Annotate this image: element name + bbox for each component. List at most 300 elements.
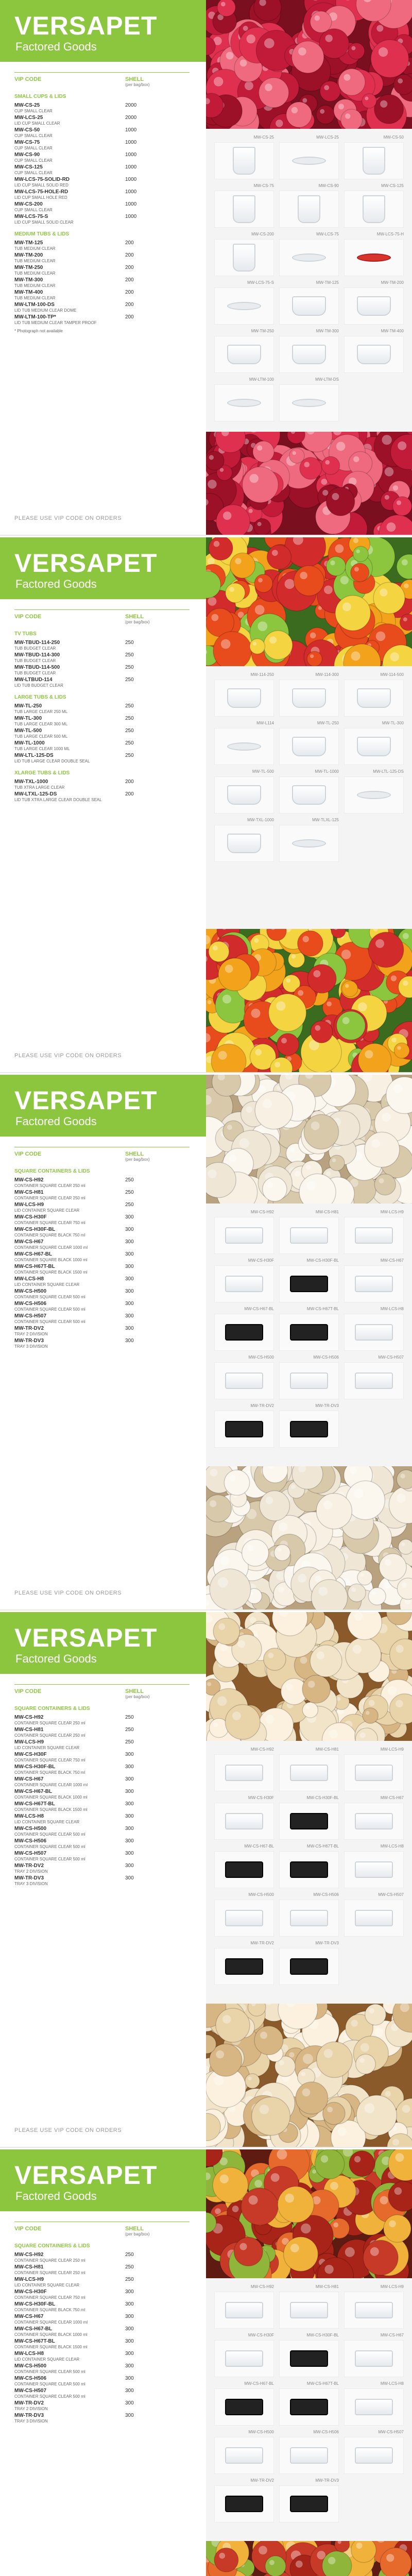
product-code: MW-TL-250: [14, 703, 42, 709]
product-tile-label: MW-LCS-H9: [380, 2284, 404, 2289]
product-description: TUB MEDIUM CLEAR: [14, 283, 56, 288]
product-photo: [279, 1948, 339, 1985]
container-icon: [355, 1227, 393, 1244]
product-photo: [214, 1948, 274, 1985]
product-grid: [214, 672, 404, 862]
list-item: [14, 2277, 190, 2289]
product-code: MW-LTBUD-114: [14, 677, 53, 683]
list-item: [14, 2264, 190, 2277]
product-tile: [344, 672, 404, 717]
container-icon: [355, 1324, 393, 1341]
brand-name-a: VERSA: [14, 1086, 106, 1115]
list-item: [14, 1264, 190, 1276]
pack-quantity: 200: [125, 314, 134, 320]
list-item: [14, 177, 190, 189]
product-tile-label: MW-CS-H30F: [248, 1258, 274, 1263]
list-item: [14, 314, 190, 327]
product-description: CONTAINER SQUARE CLEAR 250 ml: [14, 2270, 85, 2275]
list-item: [14, 2363, 190, 2376]
product-tile-label: MW-TR-DV2: [250, 2478, 274, 2483]
product-description: CONTAINER SQUARE CLEAR 500 ml: [14, 1319, 85, 1324]
product-code: MW-LCS-H8: [14, 2351, 44, 2357]
product-tile: [279, 818, 339, 862]
product-tile-label: MW-114-250: [250, 672, 274, 677]
list-item: [14, 1739, 190, 1752]
product-code: MW-CS-H500: [14, 2363, 47, 2369]
product-photo: [279, 680, 339, 717]
product-tile: [344, 1210, 404, 1254]
product-tile: [279, 2381, 339, 2426]
product-description: TUB MEDIUM CLEAR: [14, 259, 56, 263]
product-tile-label: MW-LCS-H9: [380, 1210, 404, 1214]
product-code: MW-CS-H81: [14, 2264, 44, 2270]
product-tile-label: MW-CS-H67: [380, 1795, 404, 1800]
product-tile-label: [344, 1941, 404, 1946]
pack-quantity: 200: [125, 779, 134, 785]
product-code: MW-CS-H507: [14, 1851, 47, 1856]
product-photo: [279, 1411, 339, 1448]
raspberries-photo: [206, 432, 412, 536]
list-item: [14, 728, 190, 740]
product-description: CONTAINER SQUARE BLACK 1500 ml: [14, 1807, 88, 1812]
column-header-pack: [125, 1151, 150, 1162]
product-photo: [344, 680, 404, 717]
product-code: MW-CS-H92: [14, 2252, 44, 2258]
product-description: CONTAINER SQUARE CLEAR 500 ml: [14, 1295, 85, 1299]
product-tile-label: MW-CS-H67-BL: [244, 1844, 274, 1849]
product-photo: [344, 384, 404, 420]
product-description: CUP SMALL CLEAR: [14, 109, 53, 113]
product-description: CONTAINER SQUARE BLACK 750 ml: [14, 1770, 85, 1775]
product-photo: [279, 336, 339, 373]
product-photo: [214, 728, 274, 765]
brand-header: [0, 1075, 206, 1137]
product-code: MW-TL-1000: [14, 740, 45, 746]
container-icon: [225, 2447, 263, 2464]
product-photo: [214, 1362, 274, 1399]
pack-quantity: 1000: [125, 164, 137, 170]
container-icon: [225, 1958, 263, 1975]
product-tile: [214, 1892, 274, 1937]
list-item: [14, 1789, 190, 1801]
product-tile-label: MW-CS-H81: [315, 2284, 339, 2289]
container-icon: [355, 1765, 393, 1781]
list-item: [14, 2351, 190, 2363]
container-icon: [225, 2496, 263, 2512]
pack-quantity: 300: [125, 1838, 134, 1844]
product-photo: [344, 1754, 404, 1791]
pack-quantity: 300: [125, 1326, 134, 1331]
list-item: [14, 1838, 190, 1851]
product-tile-label: MW-CS-H67: [380, 1258, 404, 1263]
column-header-code: VIP CODE: [14, 614, 42, 620]
container-icon: [290, 1227, 328, 1244]
column-header-pack: [125, 614, 150, 624]
pack-quantity: 300: [125, 1826, 134, 1832]
list-item: [14, 277, 190, 290]
list-item: [14, 164, 190, 177]
product-description: CONTAINER SQUARE CLEAR 500 ml: [14, 1307, 85, 1312]
group-title: LARGE TUBS & LIDS: [14, 694, 66, 700]
list-item: [14, 2252, 190, 2264]
product-tile-label: MW-TM-400: [381, 329, 404, 333]
product-gallery: [206, 0, 412, 536]
hero-image: [206, 537, 412, 666]
pack-quantity: 250: [125, 1727, 134, 1733]
container-icon: [225, 1813, 263, 1829]
product-description: CONTAINER SQUARE CLEAR 1000 ml: [14, 1245, 88, 1250]
hero-image-bottom: [206, 432, 412, 536]
pack-quantity: 300: [125, 1301, 134, 1307]
order-instruction: PLEASE USE VIP CODE ON ORDERS: [14, 2127, 122, 2133]
pack-quantity: 1000: [125, 214, 137, 219]
product-code: MW-TR-DV3: [14, 1338, 44, 1344]
product-code: MW-CS-H500: [14, 1826, 47, 1832]
brand-header: [0, 537, 206, 599]
list-item: [14, 1338, 190, 1350]
product-photo: [214, 1411, 274, 1448]
product-code: MW-CS-90: [14, 152, 40, 158]
product-code: MW-CS-200: [14, 201, 43, 207]
column-header-pack-unit: (per bag/box): [125, 620, 150, 624]
product-photo: [279, 1803, 339, 1840]
column-header-pack-label: SHELL: [125, 614, 144, 620]
product-tile-label: MW-CS-200: [251, 232, 274, 236]
hero-image: [206, 2149, 412, 2278]
product-description: CONTAINER SQUARE CLEAR 500 ml: [14, 1844, 85, 1849]
container-icon: [227, 834, 261, 853]
product-photo: [214, 2485, 274, 2522]
pack-quantity: 300: [125, 1801, 134, 1807]
hero-image-bottom: [206, 2004, 412, 2148]
column-header-pack: [125, 76, 150, 87]
product-description: CONTAINER SQUARE BLACK 750 ml: [14, 1233, 85, 1238]
product-photo: [214, 384, 274, 421]
column-header-pack-label: SHELL: [125, 1151, 144, 1157]
container-icon: [290, 2496, 328, 2512]
product-description: LID TUB XTRA LARGE CLEAR DOUBLE SEAL: [14, 798, 102, 802]
product-tile: [344, 377, 404, 421]
product-code: MW-LCS-75-SOLID-RD: [14, 177, 70, 182]
product-code: MW-CS-H30F: [14, 1214, 47, 1220]
group-title: SQUARE CONTAINERS & LIDS: [14, 2243, 90, 2249]
product-tile-label: [344, 2478, 404, 2484]
container-icon: [292, 785, 326, 805]
product-tile: [344, 769, 404, 814]
product-description: TUB BUDGET CLEAR: [14, 646, 56, 651]
product-gallery: [206, 1612, 412, 2148]
container-icon: [290, 1372, 328, 1389]
product-description: TUB BUDGET CLEAR: [14, 671, 56, 675]
product-code: MW-TM-400: [14, 290, 43, 295]
product-tile: [214, 818, 274, 862]
product-description: CONTAINER SQUARE BLACK 750 ml: [14, 2308, 85, 2312]
product-code: MW-CS-H30F-BL: [14, 1227, 56, 1232]
product-description: LID CUP SMALL HOLE RED: [14, 195, 67, 200]
product-photo: [279, 239, 339, 276]
list-item: [14, 640, 190, 652]
product-tile-label: [344, 377, 404, 383]
product-tile-label: MW-CS-H67T-BL: [306, 2381, 339, 2386]
pack-quantity: 1000: [125, 189, 137, 195]
product-code: MW-LCS-H9: [14, 1202, 44, 1208]
product-tile-label: MW-TR-DV2: [250, 1941, 274, 1945]
container-icon: [290, 1276, 328, 1292]
container-icon: [292, 345, 326, 364]
brand-header: [0, 2149, 206, 2211]
product-tile-label: MW-L114: [256, 721, 274, 725]
container-icon: [292, 296, 326, 316]
group-title: SMALL CUPS & LIDS: [14, 94, 66, 99]
product-tile: [279, 1747, 339, 1791]
product-description: CONTAINER SQUARE BLACK 1000 ml: [14, 2332, 88, 2337]
container-icon: [290, 1324, 328, 1341]
product-description: LID CUP SMALL SOLID RED: [14, 183, 68, 188]
product-tile: [214, 769, 274, 814]
list-item: [14, 189, 190, 201]
pack-quantity: 300: [125, 1814, 134, 1819]
product-tile-label: MW-CS-H30F-BL: [306, 1795, 339, 1800]
list-item: [14, 2413, 190, 2425]
pack-quantity: 250: [125, 753, 134, 758]
product-photo: [214, 2340, 274, 2377]
product-tile-label: MW-CS-H30F-BL: [306, 2333, 339, 2337]
list-item: [14, 1875, 190, 1888]
product-photo: [214, 1803, 274, 1840]
product-code: MW-TXL-1000: [14, 779, 48, 785]
column-headers: [14, 614, 190, 624]
container-icon: [225, 2399, 263, 2415]
product-photo: [279, 2292, 339, 2329]
product-description: TRAY 2 DIVISION: [14, 2406, 48, 2411]
product-photo: [344, 1217, 404, 1254]
footnote: * Photograph not available: [14, 329, 63, 333]
pack-quantity: 300: [125, 1264, 134, 1269]
pack-quantity: 250: [125, 2264, 134, 2270]
product-tile: [214, 1403, 274, 1448]
brand-name-a: VERSA: [14, 2161, 106, 2190]
product-photo: [279, 1265, 339, 1302]
product-description: LID CONTAINER SQUARE CLEAR: [14, 2283, 80, 2287]
container-icon: [357, 345, 391, 364]
column-header-pack-unit: (per bag/box): [125, 1694, 150, 1699]
product-description: LID TUB MEDIUM CLEAR TAMPER PROOF: [14, 320, 97, 325]
price-list-panel: [0, 537, 206, 1073]
product-tile: [279, 2333, 339, 2377]
brand-name-b: PET: [106, 1086, 158, 1115]
product-code: MW-CS-H81: [14, 1727, 44, 1733]
container-icon: [355, 1276, 393, 1292]
product-tile: [214, 1355, 274, 1399]
product-photo: [279, 1754, 339, 1791]
product-tile-label: MW-LCS-75: [316, 232, 339, 236]
product-photo: [279, 1217, 339, 1254]
fruit-photo: [206, 537, 412, 666]
lid-icon: [357, 253, 391, 262]
product-tile: [214, 672, 274, 717]
product-tile: [214, 1795, 274, 1840]
column-header-pack: [125, 1688, 150, 1699]
container-icon: [290, 2350, 328, 2367]
catalog-page: [0, 537, 412, 1073]
list-item: [14, 240, 190, 252]
product-photo: [279, 1314, 339, 1351]
list-item: [14, 1190, 190, 1202]
column-header-code: VIP CODE: [14, 1151, 42, 1157]
product-photo: [344, 287, 404, 325]
product-code: MW-CS-H67T-BL: [14, 1264, 55, 1269]
product-photo: [344, 336, 404, 373]
product-tile: [214, 1941, 274, 1985]
list-item: [14, 290, 190, 302]
product-code: MW-CS-H67-BL: [14, 2326, 53, 2332]
pack-quantity: 200: [125, 302, 134, 308]
list-item: [14, 2376, 190, 2388]
list-item: [14, 1851, 190, 1863]
container-icon: [290, 1813, 328, 1829]
pack-quantity: 300: [125, 1276, 134, 1282]
product-code: MW-TM-200: [14, 252, 43, 258]
product-code: MW-LTM-100-DS: [14, 302, 55, 308]
product-photo: [279, 776, 339, 814]
product-code: MW-TBUD-114-300: [14, 652, 60, 658]
product-description: LID CUP SMALL SOLID CLEAR: [14, 220, 74, 225]
product-description: CONTAINER SQUARE CLEAR 250 ml: [14, 1721, 85, 1725]
pack-quantity: 200: [125, 277, 134, 283]
product-photo: [344, 2437, 404, 2474]
product-tile-label: MW-CS-125: [381, 183, 404, 188]
product-code: MW-LCS-25: [14, 115, 43, 121]
pack-quantity: 300: [125, 2413, 134, 2418]
product-description: TRAY 3 DIVISION: [14, 1882, 48, 1886]
list-item: [14, 665, 190, 677]
product-tile: [279, 280, 339, 325]
product-photo: [214, 239, 274, 276]
product-tile: [344, 1892, 404, 1937]
list-item: [14, 1715, 190, 1727]
product-tile-label: MW-CS-H30F: [248, 1795, 274, 1800]
list-item: [14, 753, 190, 765]
product-tile: [279, 1892, 339, 1937]
product-code: MW-CS-25: [14, 103, 40, 108]
pack-quantity: 300: [125, 1764, 134, 1770]
product-tile: [344, 2478, 404, 2522]
product-description: CONTAINER SQUARE CLEAR 750 ml: [14, 1758, 85, 1762]
product-photo: [279, 1362, 339, 1399]
product-tile: [214, 1747, 274, 1791]
product-code: MW-TR-DV3: [14, 1875, 44, 1881]
list-item: [14, 652, 190, 665]
product-tile: [344, 818, 404, 862]
product-tile: [214, 1210, 274, 1254]
product-photo: [214, 1217, 274, 1254]
brand-tagline: Factored Goods: [15, 1652, 97, 1665]
product-tile-label: MW-CS-H507: [378, 1892, 404, 1897]
list-item: [14, 2388, 190, 2400]
product-code: MW-LCS-H9: [14, 1739, 44, 1745]
product-tile-label: MW-LCS-H8: [380, 1844, 404, 1849]
product-code: MW-CS-H30F: [14, 1752, 47, 1757]
pack-quantity: 1000: [125, 201, 137, 207]
product-tile: [214, 135, 274, 179]
product-description: LID TUB MEDIUM CLEAR DOME: [14, 308, 77, 313]
product-photo: [344, 191, 404, 228]
product-tile: [344, 329, 404, 373]
product-tile-label: MW-CS-H506: [313, 1355, 339, 1360]
product-description: LID TUB LARGE CLEAR DOUBLE SEAL: [14, 759, 90, 764]
container-icon: [298, 195, 320, 223]
catalog-page: [0, 0, 412, 536]
product-grid: [214, 1210, 404, 1448]
product-code: MW-CS-H506: [14, 1838, 47, 1844]
container-icon: [355, 2302, 393, 2318]
product-code: MW-TL-300: [14, 716, 42, 721]
product-photo: [214, 142, 274, 179]
product-tile-label: MW-CS-H506: [313, 1892, 339, 1897]
product-photo: [214, 2437, 274, 2474]
product-code: MW-CS-H67-BL: [14, 1251, 53, 1257]
list-item: [14, 1202, 190, 1214]
product-tile: [344, 135, 404, 179]
product-code: MW-TBUD-114-250: [14, 640, 60, 646]
lid-icon: [292, 253, 326, 262]
product-description: CUP SMALL CLEAR: [14, 208, 53, 212]
container-icon: [355, 2399, 393, 2415]
column-headers: [14, 2226, 190, 2236]
pack-quantity: 200: [125, 252, 134, 258]
pack-quantity: 200: [125, 240, 134, 246]
product-description: CONTAINER SQUARE CLEAR 1000 ml: [14, 2320, 88, 2325]
product-tile-label: MW-TXL-1000: [247, 818, 274, 822]
product-photo: [344, 1900, 404, 1937]
product-tile: [279, 2478, 339, 2522]
product-tile-label: MW-114-500: [380, 672, 404, 677]
brand-name-b: PET: [106, 11, 158, 40]
pack-quantity: 250: [125, 716, 134, 721]
product-code: MW-CS-75: [14, 140, 40, 145]
pack-quantity: 200: [125, 290, 134, 295]
product-photo: [344, 728, 404, 765]
product-tile: [344, 1403, 404, 1448]
list-item: [14, 1326, 190, 1338]
product-tile-label: MW-CS-H92: [250, 1210, 274, 1214]
product-tile: [214, 721, 274, 765]
container-icon: [290, 1765, 328, 1781]
product-photo: [214, 1265, 274, 1302]
product-description: TUB MEDIUM CLEAR: [14, 296, 56, 300]
product-code: MW-TM-250: [14, 265, 43, 270]
brand-header: [0, 1612, 206, 1674]
product-tile: [214, 1307, 274, 1351]
product-code: MW-TR-DV3: [14, 2413, 44, 2418]
product-tile-label: [344, 1403, 404, 1409]
product-tile-label: MW-CS-H30F: [248, 2333, 274, 2337]
product-photo: [344, 2388, 404, 2426]
container-icon: [233, 195, 255, 223]
order-instruction: PLEASE USE VIP CODE ON ORDERS: [14, 515, 122, 521]
pack-quantity: 300: [125, 1251, 134, 1257]
product-code: MW-CS-H67-BL: [14, 1789, 53, 1794]
pack-quantity: 300: [125, 1313, 134, 1319]
product-description: TUB LARGE CLEAR 300 ML: [14, 722, 68, 726]
column-header-code: VIP CODE: [14, 2226, 42, 2232]
brand-name-b: PET: [106, 549, 158, 578]
product-tile-label: MW-LTM-DS: [315, 377, 339, 382]
brand-name-a: VERSA: [14, 11, 106, 40]
product-description: CONTAINER SQUARE BLACK 1000 ml: [14, 1795, 88, 1800]
product-tile-label: MW-LCS-H8: [380, 1307, 404, 1311]
product-list: [14, 89, 190, 333]
